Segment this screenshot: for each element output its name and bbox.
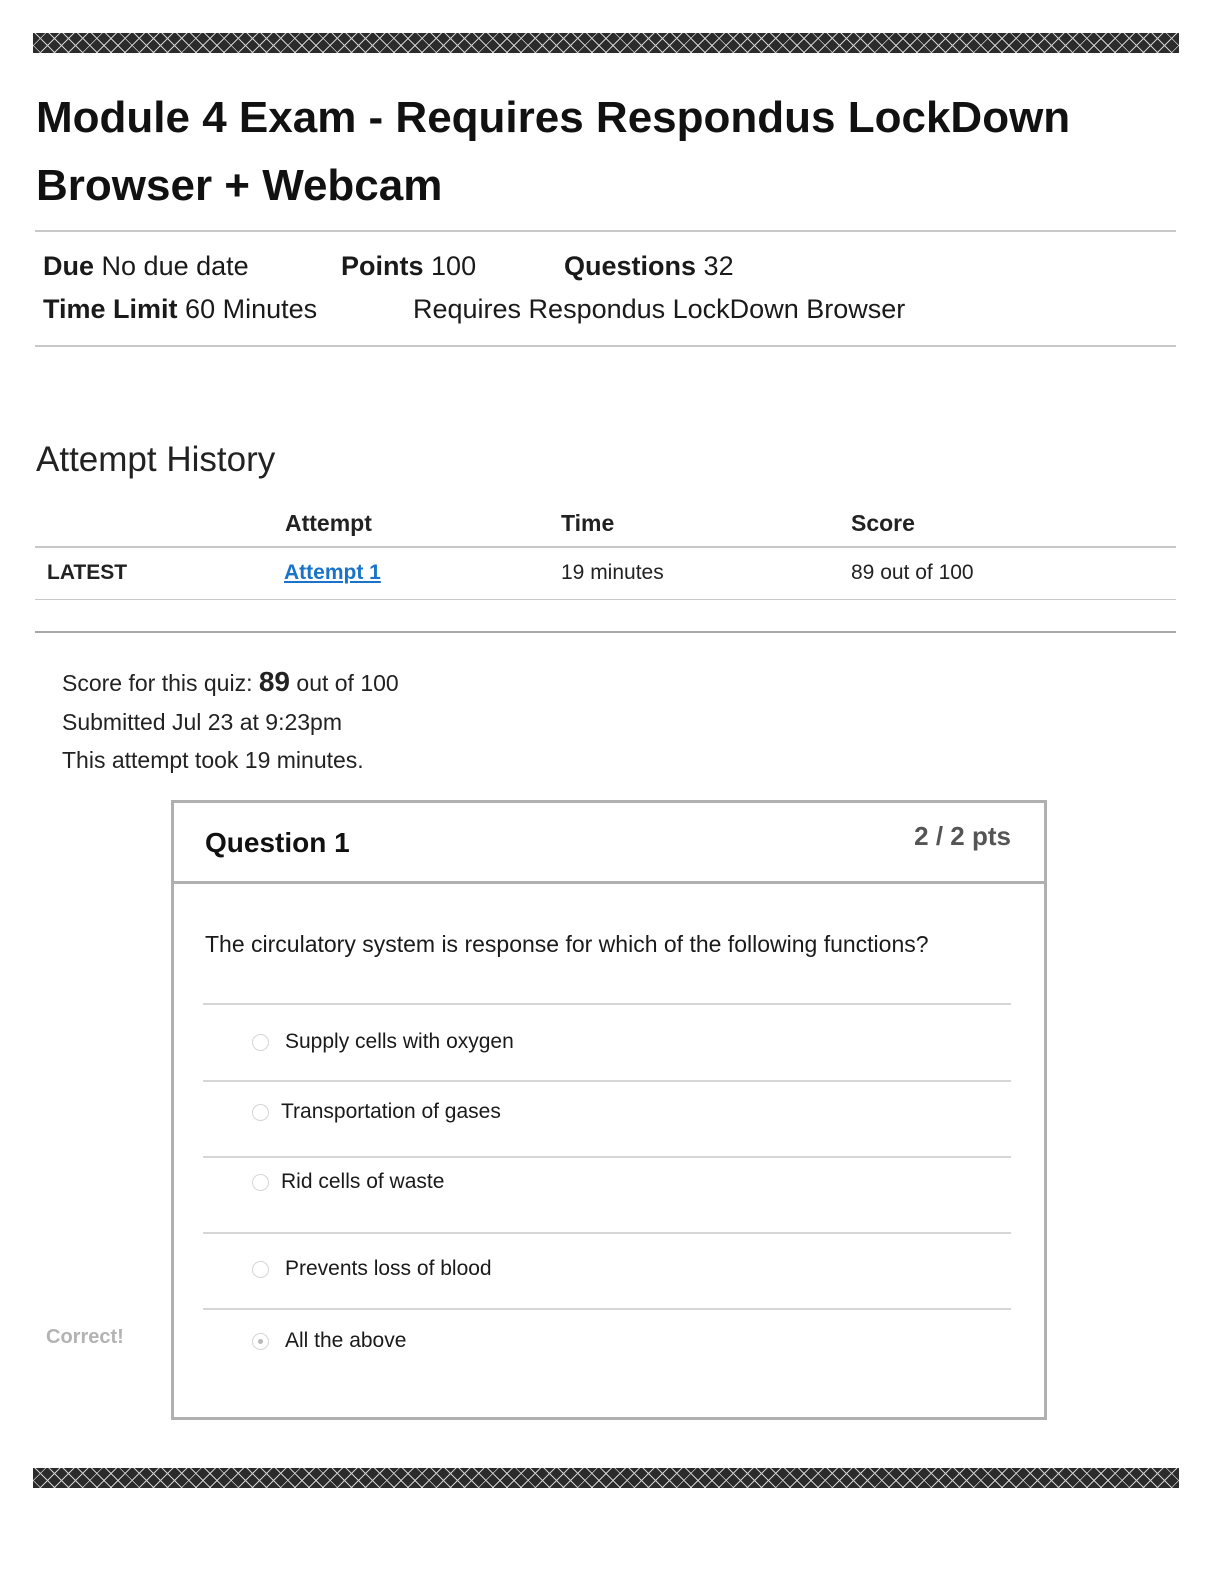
answer-label: Prevents loss of blood [285,1257,492,1280]
answer-divider [203,1308,1011,1310]
answer-label: Supply cells with oxygen [285,1030,514,1053]
submitted-time: Submitted Jul 23 at 9:23pm [62,709,342,735]
radio-icon[interactable] [252,1034,269,1051]
answer-option[interactable] [252,1167,444,1197]
question-title: Question 1 [205,827,350,858]
answer-label: All the above [285,1329,407,1352]
answer-option[interactable] [252,1254,492,1284]
time-limit-label: Time Limit [43,294,178,324]
score-suffix: out of 100 [296,670,399,696]
meta-points [341,250,476,282]
divider [35,631,1176,633]
meta-questions [564,250,734,282]
time-limit-value: 60 Minutes [185,294,318,324]
answer-option[interactable] [252,1027,514,1057]
meta-due [43,250,249,282]
page-title: Module 4 Exam - Requires Respondus LockDown Browser + Webcam [36,93,1071,210]
answer-divider [203,1232,1011,1234]
answer-divider [203,1003,1011,1005]
divider [35,230,1176,232]
correct-answer-flag: Correct! [46,1326,124,1348]
question-text: The circulatory system is response for which of the following functions? [205,931,929,957]
answer-option-selected[interactable] [252,1326,406,1356]
divider [35,345,1176,347]
questions-value: 32 [703,251,734,281]
radio-icon[interactable] [252,1174,269,1191]
attempt-history-heading: Attempt History [36,440,276,479]
answer-label: Rid cells of waste [281,1170,445,1193]
points-label: Points [341,251,424,281]
due-value: No due date [101,251,249,281]
points-value: 100 [431,251,477,281]
score-prefix: Score for this quiz: [62,670,253,696]
latest-tag: LATEST [47,561,128,584]
attempt-score: 89 out of 100 [851,561,974,584]
questions-label: Questions [564,251,697,281]
column-header-score: Score [851,510,915,536]
meta-requirement: Requires Respondus LockDown Browser [413,294,906,324]
decorative-border-top [33,33,1179,53]
score-value: 89 [258,666,291,697]
table-header-divider [35,546,1176,548]
radio-selected-icon[interactable] [252,1333,269,1350]
quiz-score-line [62,666,399,698]
answer-divider [203,1080,1011,1082]
answer-label: Transportation of gases [281,1100,501,1123]
attempt-link[interactable]: Attempt 1 [284,561,381,584]
column-header-time: Time [561,510,615,536]
attempt-time: 19 minutes [561,561,664,584]
due-label: Due [43,251,95,281]
meta-time-limit [43,293,317,325]
column-header-attempt: Attempt [285,510,372,536]
radio-icon[interactable] [252,1104,269,1121]
answer-option[interactable] [252,1097,501,1127]
radio-icon[interactable] [252,1261,269,1278]
question-points: 2 / 2 pts [914,821,1011,851]
attempt-duration: This attempt took 19 minutes. [62,747,364,773]
question-header [174,803,1044,884]
answer-divider [203,1156,1011,1158]
table-row-divider [35,599,1176,600]
question-card [171,800,1047,1420]
decorative-border-bottom [33,1468,1179,1488]
